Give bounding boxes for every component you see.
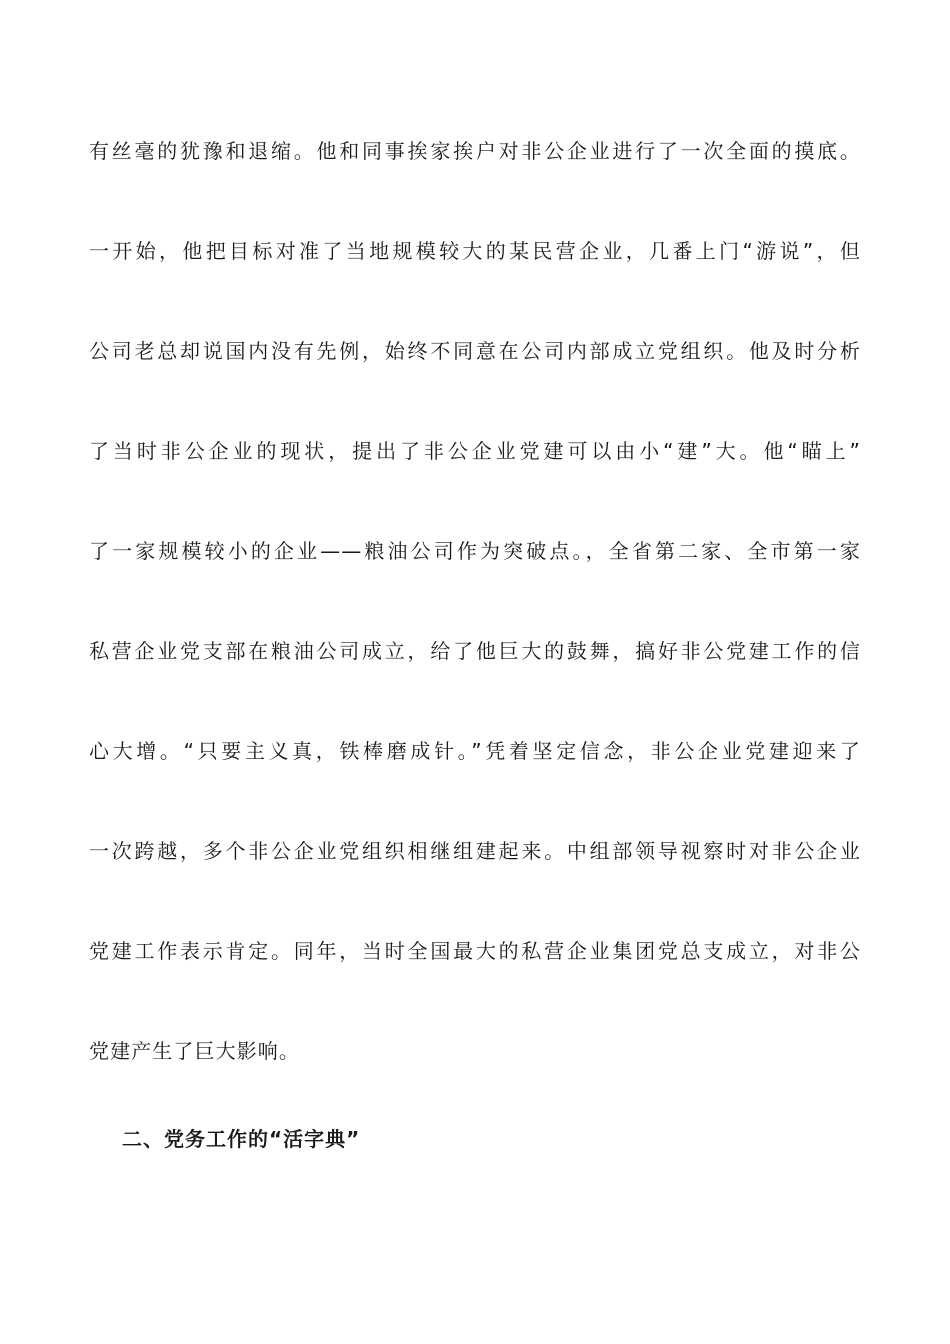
paragraph-line-2: 一开始，他把目标对准了当地规模较大的某民营企业，几番上门“游说”，但 — [89, 239, 861, 263]
paragraph-line-8: 一次跨越，多个非公企业党组织相继组建起来。中组部领导视察时对非公企业 — [89, 839, 861, 863]
paragraph-line-1: 有丝毫的犹豫和退缩。他和同事挨家挨户对非公企业进行了一次全面的摸底。 — [89, 139, 861, 163]
section-heading: 二、党务工作的“活字典” — [122, 1127, 361, 1151]
paragraph-line-10: 党建产生了巨大影响。 — [89, 1039, 300, 1063]
paragraph-line-6: 私营企业党支部在粮油公司成立，给了他巨大的鼓舞，搞好非公党建工作的信 — [89, 639, 861, 663]
paragraph-line-5: 了一家规模较小的企业——粮油公司作为突破点。，全省第二家、全市第一家 — [89, 539, 861, 563]
paragraph-line-9: 党建工作表示肯定。同年，当时全国最大的私营企业集团党总支成立，对非公 — [89, 939, 861, 963]
paragraph-line-7: 心大增。“只要主义真，铁棒磨成针。”凭着坚定信念，非公企业党建迎来了 — [89, 739, 861, 763]
paragraph-line-4: 了当时非公企业的现状，提出了非公企业党建可以由小“建”大。他“瞄上” — [89, 439, 861, 463]
paragraph-line-3: 公司老总却说国内没有先例，始终不同意在公司内部成立党组织。他及时分析 — [89, 339, 861, 363]
